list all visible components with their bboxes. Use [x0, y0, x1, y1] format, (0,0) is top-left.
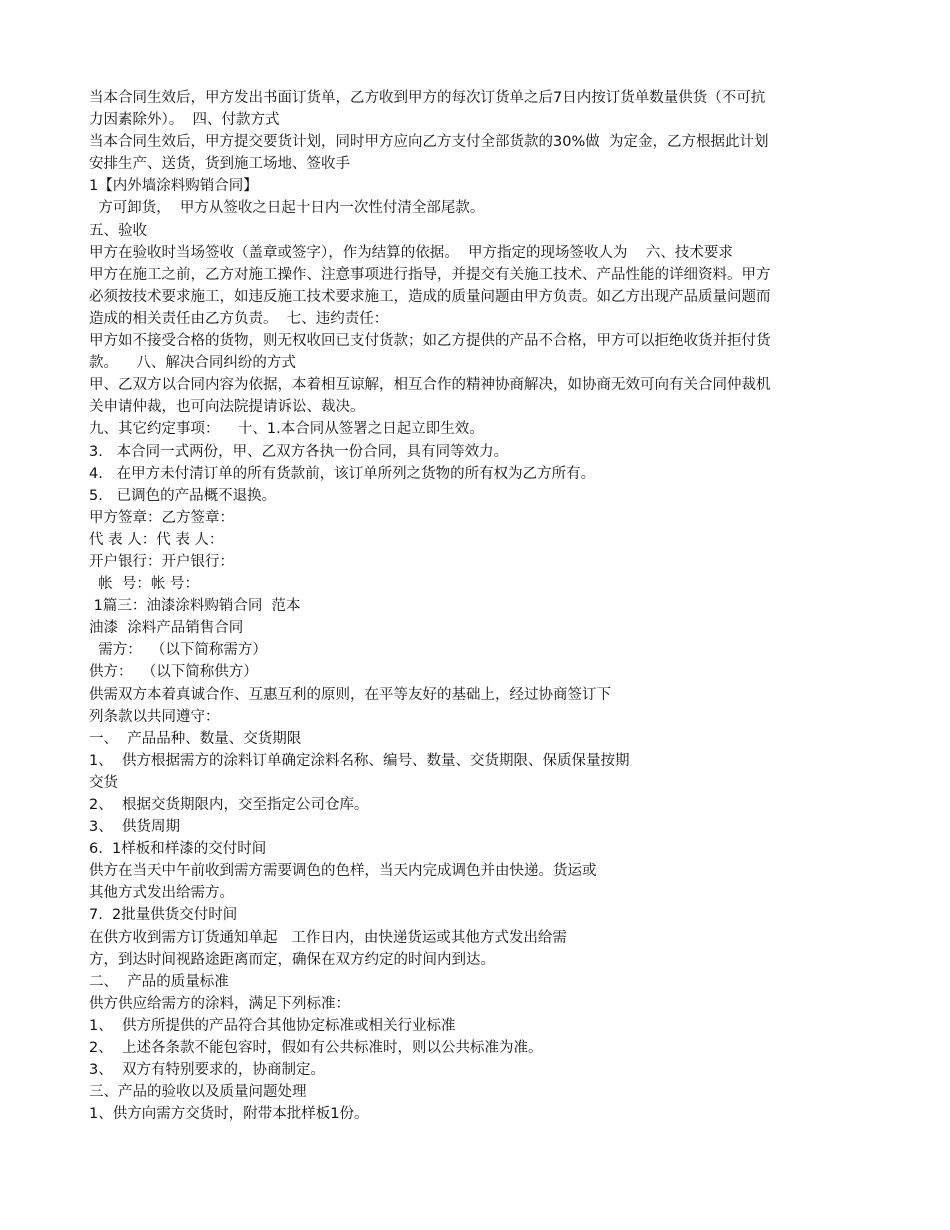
- section-heading: 三、产品的验收以及质量问题处理: [89, 1084, 307, 1101]
- text-line: 甲、乙双方以合同内容为依据，本着相互谅解，相互合作的精神协商解决，如协商无效可向有关合同仲裁机: [89, 377, 771, 394]
- clause-line: 1、供方向需方交货时，附带本批样板1份。: [89, 1106, 369, 1123]
- clause-line: 6. 1样板和样漆的交付时间: [89, 841, 267, 858]
- text-line: 当本合同生效后，甲方提交要货计划，同时甲方应向乙方支付全部货款的30%做 为定金，乙方根据此计划: [89, 134, 769, 151]
- document-body: [89, 87, 869, 1125]
- text-line: 方，到达时间视路途距离而定，确保在双方约定的时间内到达。: [89, 951, 495, 968]
- text-line: 方可卸货， 甲方从签收之日起十日内一次性付清全部尾款。: [89, 200, 485, 217]
- text-line: 甲方在验收时当场签收（盖章或签字），作为结算的依据。 甲方指定的现场签收人为 六、技术要求: [89, 244, 733, 261]
- text-line: 款。 八、解决合同纠纷的方式: [89, 355, 296, 372]
- text-line: 甲方在施工之前，乙方对施工操作、注意事项进行指导，并提交有关施工技术、产品性能的详细资料。甲方: [89, 266, 771, 283]
- text-line: 九、其它约定事项： 十、1.本合同从签署之日起立即生效。: [89, 421, 484, 438]
- text-line: 1【内外墙涂料购销合同】: [89, 178, 258, 195]
- text-line: 在供方收到需方订货通知单起 工作日内，由快递货运或其他方式发出给需: [89, 929, 567, 946]
- clause-line: 4. 在甲方未付清订单的所有货款前，该订单所列之货物的所有权为乙方所有。: [89, 465, 596, 482]
- signature-line: 甲方签章：乙方签章：: [89, 509, 234, 526]
- text-line: 供方供应给需方的涂料，满足下列标准：: [89, 995, 350, 1012]
- text-line: 甲方如不接受合格的货物，则无权收回已支付货款；如乙方提供的产品不合格，甲方可以拒绝收货并拒付货: [89, 333, 771, 350]
- clause-line: 2、 上述各条款不能包容时，假如有公共标准时，则以公共标准为准。: [89, 1040, 543, 1057]
- text-line: 关申请仲裁，也可向法院提请诉讼、裁决。: [89, 399, 365, 416]
- signature-line: 代 表 人：代 表 人：: [89, 531, 224, 548]
- clause-line: 3. 本合同一式两份，甲、乙双方各执一份合同，具有同等效力。: [89, 443, 509, 460]
- text-line: 必须按技术要求施工，如违反施工技术要求施工，造成的质量问题由甲方负责。如乙方出现产品质量问题而: [89, 288, 771, 305]
- clause-line: 5. 已调色的产品概不退换。: [89, 487, 277, 504]
- text-line: 供方在当天中午前收到需方需要调色的色样，当天内完成调色并由快递。货运或: [89, 863, 597, 880]
- clause-line: 3、 双方有特别要求的，协商制定。: [89, 1062, 325, 1079]
- text-line: 交货: [89, 774, 118, 791]
- text-line: 造成的相关责任由乙方负责。 七、违约责任：: [89, 310, 389, 327]
- signature-line: 帐 号：帐 号：: [89, 576, 200, 593]
- signature-line: 开户银行：开户银行：: [89, 553, 234, 570]
- text-line: 力因素除外）。 四、付款方式: [89, 112, 280, 129]
- text-line: 供需双方本着真诚合作、互惠互利的原则，在平等友好的基础上，经过协商签订下: [89, 686, 611, 703]
- clause-line: 2、 根据交货期限内，交至指定公司仓库。: [89, 797, 369, 813]
- clause-line: 1、 供方根据需方的涂料订单确定涂料名称、编号、数量、交货期限、保质保量按期: [89, 752, 630, 769]
- text-line: 其他方式发出给需方。: [89, 885, 234, 902]
- clause-line: 1、 供方所提供的产品符合其他协定标准或相关行业标准: [89, 1017, 456, 1034]
- section-heading: 二、 产品的质量标准: [89, 973, 229, 990]
- party-line: 供方： （以下简称供方）: [89, 664, 258, 681]
- contract-title: 油漆 涂料产品销售合同: [89, 620, 244, 637]
- section-heading: 五、验收: [89, 222, 147, 239]
- text-line: 列条款以共同遵守：: [89, 708, 220, 725]
- clause-line: 7. 2批量供货交付时间: [89, 907, 238, 924]
- text-line: 当本合同生效后，甲方发出书面订货单，乙方收到甲方的每次订货单之后7日内按订货单数量供货（不可抗: [89, 90, 766, 106]
- party-line: 需方： （以下简称需方）: [89, 642, 267, 659]
- section-heading: 一、 产品品种、数量、交货期限: [89, 730, 302, 747]
- article-title: 1篇三：油漆涂料购销合同 范本: [89, 598, 301, 615]
- clause-line: 3、 供货周期: [89, 819, 180, 836]
- text-line: 安排生产、送货，货到施工场地、签收手: [89, 156, 350, 173]
